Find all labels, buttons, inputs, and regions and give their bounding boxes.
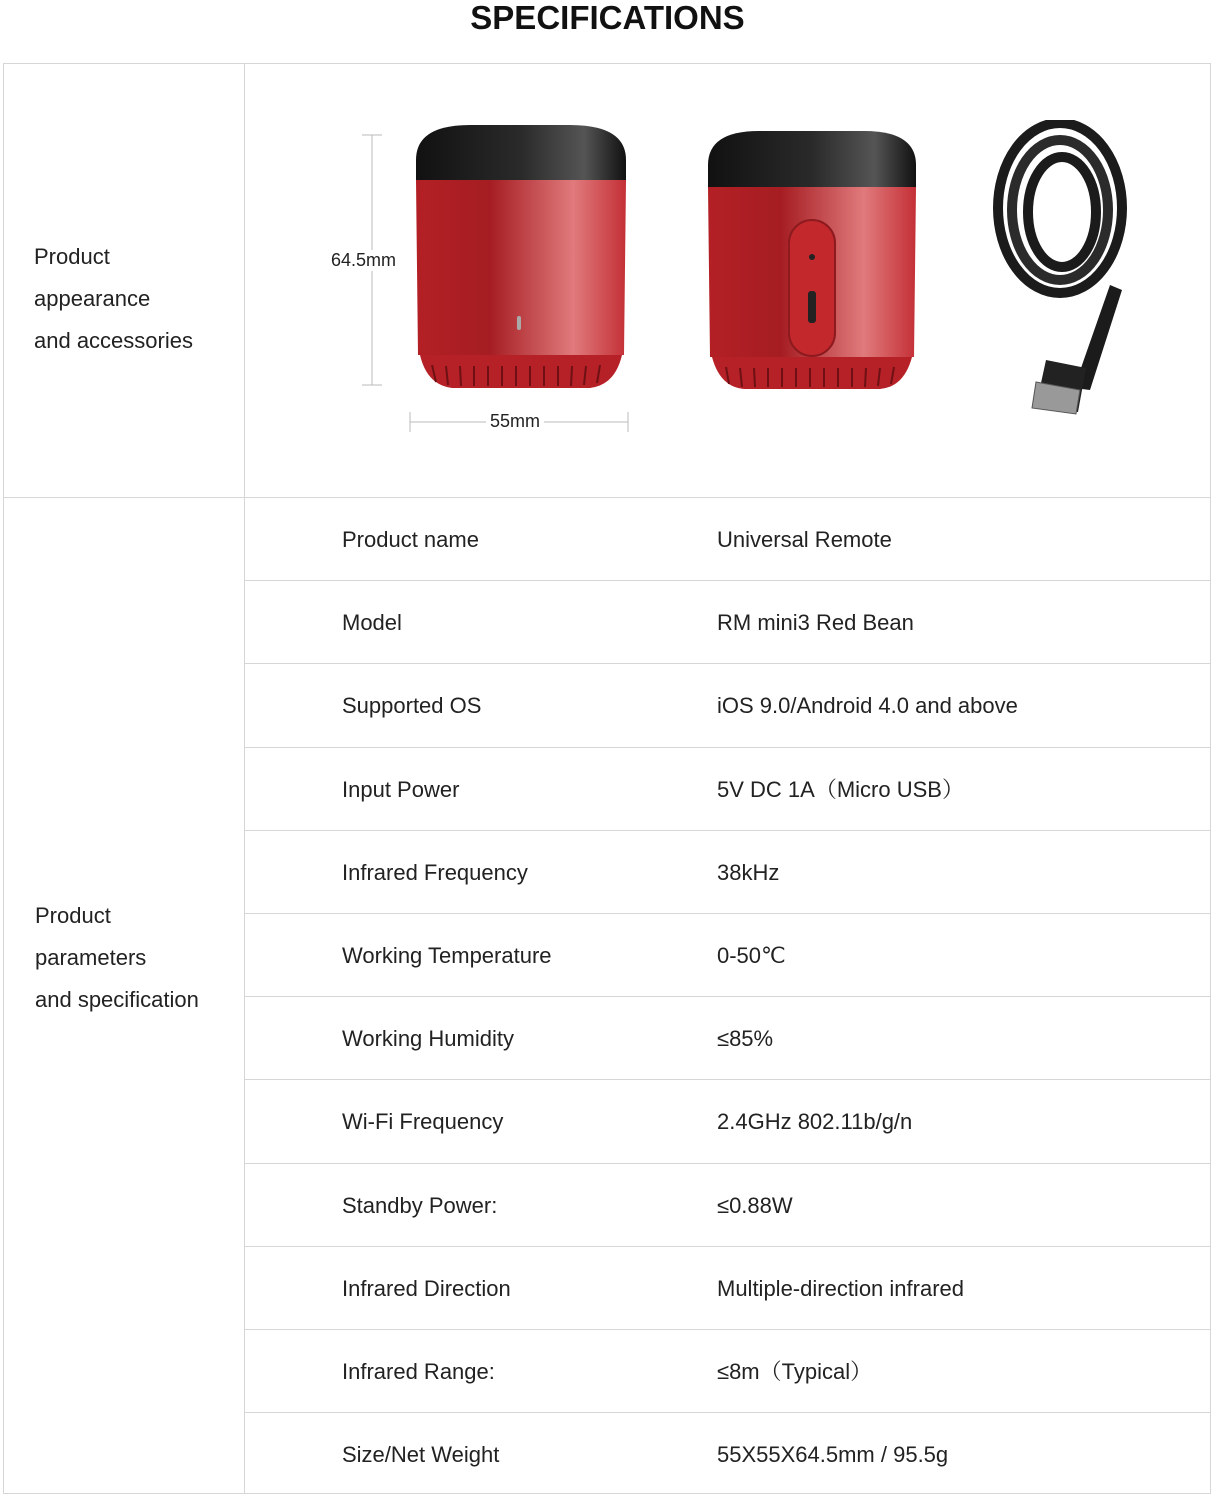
spec-value: RM mini3 Red Bean: [717, 610, 914, 636]
spec-key: Working Temperature: [342, 942, 552, 968]
spec-value: Universal Remote: [717, 527, 892, 552]
spec-value: 5V DC 1A（Micro USB）: [717, 776, 964, 802]
spec-value: ≤8m（Typical）: [717, 1358, 873, 1384]
label-line: and accessories: [34, 328, 193, 353]
spec-value: 38kHz: [717, 859, 780, 885]
page-title: SPECIFICATIONS: [470, 0, 745, 36]
spec-value: ≤0.88W: [717, 1192, 793, 1218]
usb-cable-image: [990, 120, 1150, 420]
spec-value: 0-50℃: [717, 942, 786, 968]
spec-row: [245, 1330, 1211, 1413]
spec-value: ≤85%: [717, 1026, 774, 1052]
label-line: Product: [34, 244, 110, 269]
spec-key: Model: [342, 610, 402, 636]
spec-key: Input Power: [342, 776, 460, 802]
spec-key: Supported OS: [342, 693, 482, 719]
spec-key: Infrared Frequency: [342, 859, 528, 885]
label-line: and specification: [35, 987, 199, 1012]
parameters-label: [35, 895, 199, 1021]
spec-value: Multiple-direction infrared: [717, 1275, 964, 1301]
spec-row: [245, 914, 1211, 997]
spec-row: [245, 581, 1211, 664]
device-back-image: [704, 125, 922, 393]
spec-key: Infrared Direction: [342, 1275, 511, 1301]
spec-key: Product name: [342, 527, 479, 552]
spec-row: [245, 1247, 1211, 1330]
spec-row: [245, 498, 1211, 581]
spec-key: Infrared Range:: [342, 1358, 495, 1384]
spec-rows: [245, 498, 1211, 1496]
label-line: appearance: [34, 286, 151, 311]
spec-key: Size/Net Weight: [342, 1442, 500, 1468]
label-line: parameters: [35, 945, 147, 970]
spec-row: [245, 664, 1211, 747]
spec-key: Working Humidity: [342, 1026, 514, 1052]
spec-key: Wi-Fi Frequency: [342, 1109, 504, 1135]
width-dimension: 55mm: [486, 411, 544, 432]
height-dimension: 64.5mm: [331, 250, 397, 270]
spec-key: Standby Power:: [342, 1192, 498, 1218]
label-line: Product: [35, 903, 111, 928]
spec-value: 55X55X64.5mm / 95.5g: [717, 1442, 949, 1468]
device-front-image: [410, 120, 635, 392]
spec-row: [245, 997, 1211, 1080]
spec-row: [245, 831, 1211, 914]
spec-row: [245, 1164, 1211, 1247]
spec-value: iOS 9.0/Android 4.0 and above: [717, 693, 1018, 719]
spec-row: [245, 1413, 1211, 1496]
spec-row: [245, 748, 1211, 831]
spec-row: [245, 1080, 1211, 1163]
spec-value: 2.4GHz 802.11b/g/n: [717, 1109, 913, 1135]
